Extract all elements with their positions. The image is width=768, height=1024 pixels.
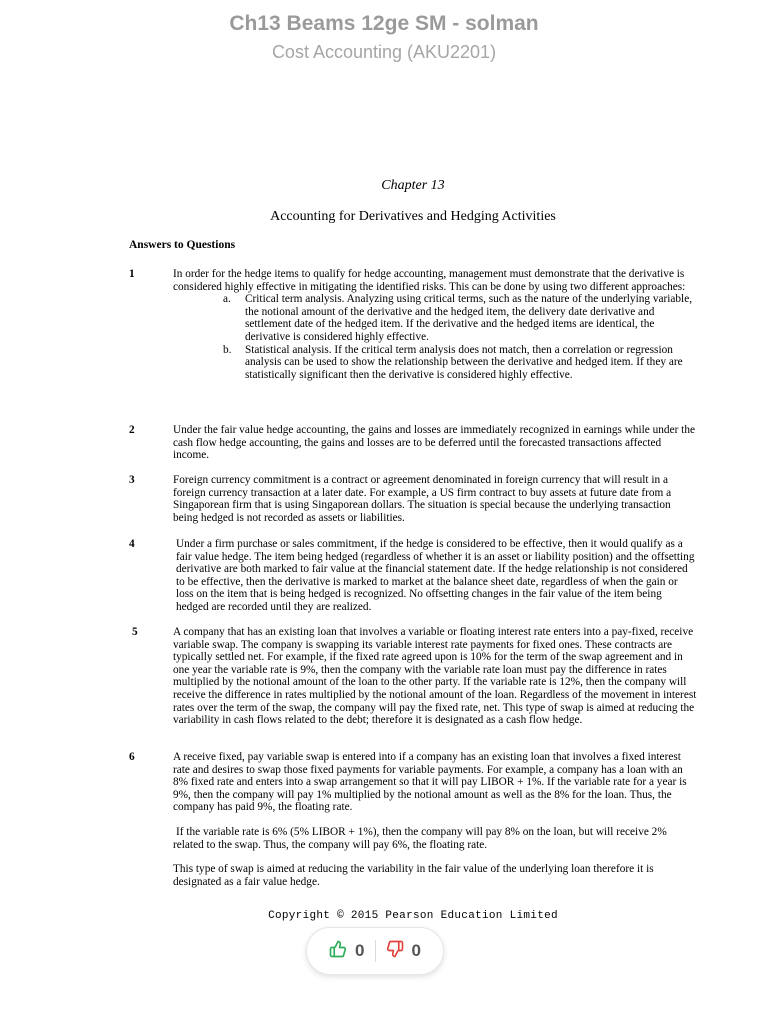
sub-item-letter: b. — [223, 343, 232, 356]
answer-paragraph: This type of swap is aimed at reducing the variability in the fair value of the underlying loan therefore it is designated as a fair value hedge. — [173, 863, 654, 888]
sub-item-text: Statistical analysis. If the critical term analysis does not match, then a correlation or regression analysis can be used to show the relationship between the derivative and hedged item. If they are statistically significant then the derivative is considered highly effective. — [245, 343, 683, 381]
answer-number: 4 — [129, 538, 135, 550]
answer-paragraph: A receive fixed, pay variable swap is entered into if a company has an existing loan that involves a fixed interest rate and desires to swap those fixed payments for variable payments. For example, a company has a loan with an 8% fixed rate and enters into a swap arrangement so that it will pay LIBOR + 1%. If the variable rate for a year is 9%, then the company will pay 1% multiplied by the notional amount as well as the 8% for the loan. Thus, the company has paid 9%, the floating rate. — [173, 751, 687, 814]
sub-item-b — [223, 344, 697, 382]
chapter-label: Chapter 13 — [381, 178, 445, 193]
answer-text: Under the fair value hedge accounting, the gains and losses are immediately recognized in earnings while under the cash flow hedge accounting, the gains and losses are to be deferred until the forecasted transactions affected income. — [173, 424, 695, 462]
sub-item-a — [223, 293, 697, 343]
answer-5 — [129, 626, 697, 727]
answer-text: In order for the hedge items to qualify for hedge accounting, management must demonstrate that the derivative is considered highly effective in mitigating the identified risks. This can be done by using two different approaches: — [173, 268, 686, 293]
upvote-button[interactable] — [319, 940, 374, 963]
answer-6 — [129, 751, 697, 888]
vote-bar — [306, 927, 444, 975]
answer-text: Under a firm purchase or sales commitment, if the hedge is considered to be effective, then it would qualify as a fair value hedge. The item being hedged (regardless of whether it is an asset or liability position) and the offsetting derivative are both marked to fair value at the financial statement date. If the hedge relationship is not considered to be effective, then the derivative is marked to market at the balance sheet date, regardless of when the gain or loss on the item that is being hedged is recognized. No offsetting changes in the fair value of the item being hedged are recorded until they are realized. — [176, 538, 695, 613]
document-title: Ch13 Beams 12ge SM - solman — [229, 12, 539, 35]
answer-text: Foreign currency commitment is a contract or agreement denominated in foreign currency that will result in a foreign currency transaction at a later date. For example, a US firm contract to buy assets at future date from a Singaporean firm that is using Singaporean dollars. The situation is special because the underlying transaction being hedged is not recorded as assets or liabilities. — [173, 474, 672, 524]
answer-4 — [129, 538, 697, 614]
answer-number: 1 — [129, 268, 135, 280]
answer-number: 3 — [129, 474, 135, 486]
sub-item-letter: a. — [223, 293, 231, 306]
thumbs-up-icon — [329, 940, 347, 963]
upvote-count: 0 — [355, 941, 365, 960]
copyright-notice: Copyright © 2015 Pearson Education Limited — [268, 910, 558, 922]
answer-number: 5 — [132, 626, 138, 638]
downvote-count: 0 — [411, 941, 421, 960]
sub-item-text: Critical term analysis. Analyzing using critical terms, such as the nature of the underlying variable, the notional amount of the derivative and the hedged item, the delivery date derivative and settlement date of the hedged item. If the derivative and the hedged items are identical, the derivative is considered highly effective. — [245, 293, 693, 343]
thumbs-down-icon — [386, 940, 404, 963]
answer-paragraph: If the variable rate is 6% (5% LIBOR + 1%), then the company will pay 8% on the loan, but will receive 2% related to the swap. Thus, the company will pay 6%, the floating rate. — [173, 825, 667, 851]
course-name[interactable]: Cost Accounting (AKU2201) — [271, 42, 497, 62]
answer-2 — [129, 424, 697, 462]
chapter-title: Accounting for Derivatives and Hedging Activities — [270, 209, 556, 224]
answer-3 — [129, 474, 697, 524]
section-heading: Answers to Questions — [129, 239, 236, 251]
answer-number: 2 — [129, 424, 135, 436]
answer-number: 6 — [129, 751, 135, 763]
answer-1 — [129, 268, 697, 381]
answer-text: A company that has an existing loan that involves a variable or floating interest rate enters into a pay-fixed, receive variable swap. The company is swapping its variable interest rate payments for fixed ones. These contracts are typically settled net. For example, if the fixed rate agreed upon is 10% for the term of the swap agreement and in one year the variable rate is 9%, then the company with the variable rate loan must pay the difference in rates multiplied by the notional amount of the loan to the other party. If the variable rate is 12%, then the company will receive the difference in rates multiplied by the notional amount of the loan. Regardless of the movement in interest rates over the term of the swap, the company will pay the fixed rate, net. This type of swap is aimed at reducing the variability in cash flows related to the debt; therefore it is designated as a cash flow hedge. — [173, 626, 697, 727]
downvote-button[interactable] — [376, 940, 431, 963]
